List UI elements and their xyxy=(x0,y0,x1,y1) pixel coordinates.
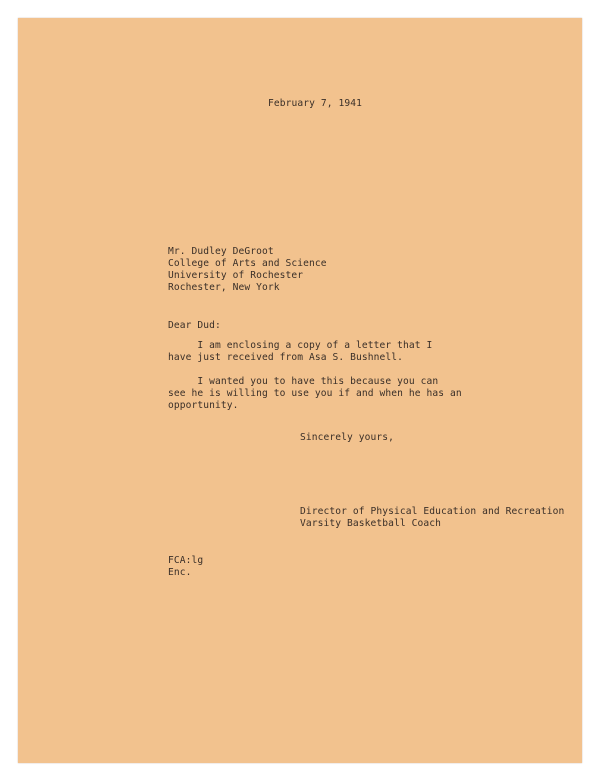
salutation: Dear Dud: xyxy=(168,320,221,331)
body-paragraph-2 xyxy=(168,376,462,412)
signature-line: Director of Physical Education and Recreation xyxy=(300,506,565,517)
paragraph-line: I am enclosing a copy of a letter that I xyxy=(168,340,433,351)
letter-page xyxy=(18,18,582,763)
recipient-line: Rochester, New York xyxy=(168,282,280,293)
paragraph-line: opportunity. xyxy=(168,400,239,411)
signature-title xyxy=(300,506,564,530)
paragraph-line: see he is willing to use you if and when he has an xyxy=(168,388,462,399)
closing: Sincerely yours, xyxy=(300,432,395,443)
body-paragraph-1 xyxy=(168,340,432,364)
reference-line: FCA:lg xyxy=(168,555,204,566)
reference-initials xyxy=(168,555,203,579)
recipient-line: University of Rochester xyxy=(168,270,304,281)
recipient-line: College of Arts and Science xyxy=(168,258,327,269)
signature-line: Varsity Basketball Coach xyxy=(300,518,442,529)
recipient-line: Mr. Dudley DeGroot xyxy=(168,246,274,257)
letter-date: February 7, 1941 xyxy=(268,98,363,109)
recipient-address xyxy=(168,246,327,294)
paragraph-line: I wanted you to have this because you can xyxy=(168,376,439,387)
reference-line: Enc. xyxy=(168,567,192,578)
paragraph-line: have just received from Asa S. Bushnell. xyxy=(168,352,404,363)
